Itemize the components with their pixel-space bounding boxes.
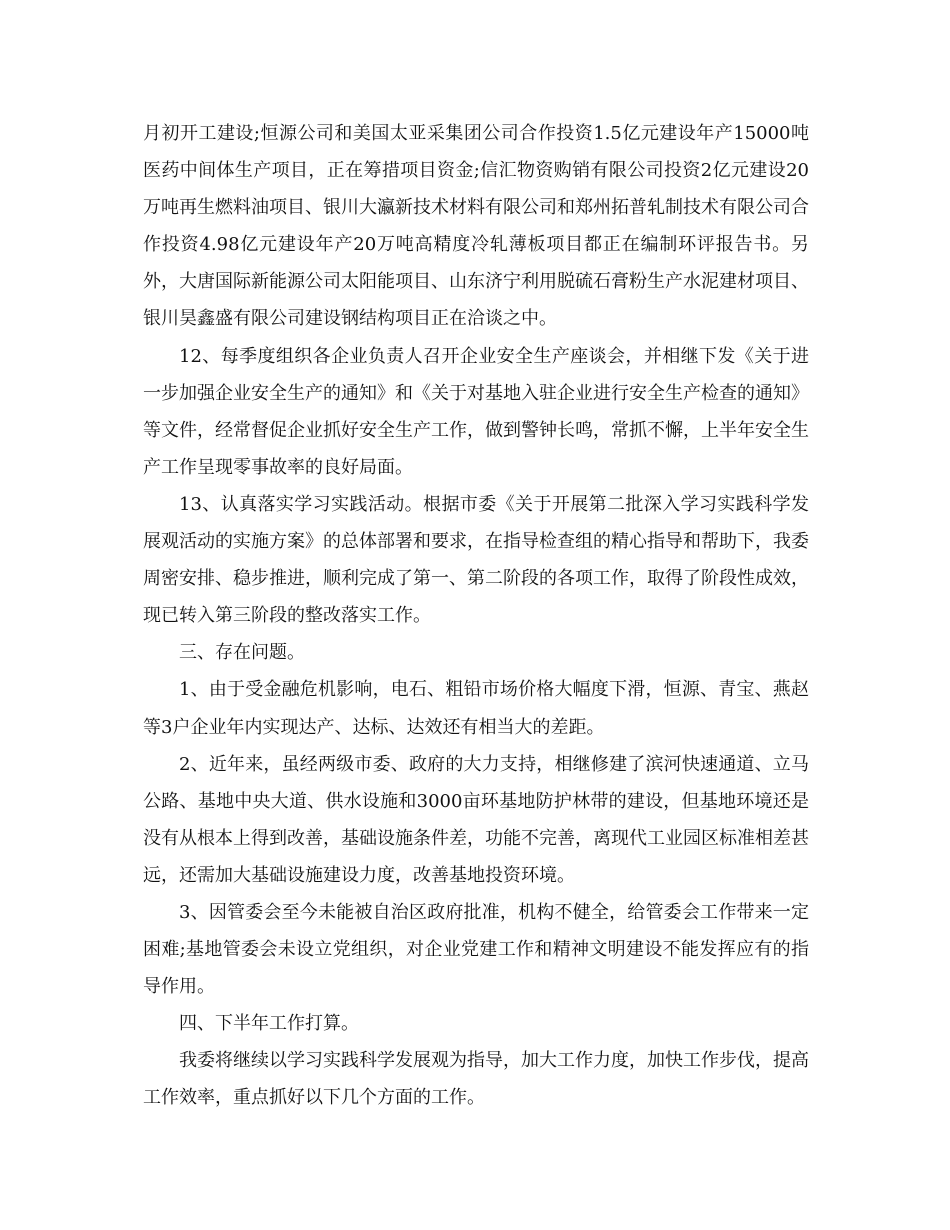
- document-body: [143, 115, 809, 1117]
- paragraph-plans-intro: 我委将继续以学习实践科学发展观为指导，加大工作力度，加快工作步伐，提高工作效率，重点抓好以下几个方面的工作。: [143, 1050, 809, 1109]
- paragraph-item-13: 13、认真落实学习实践活动。根据市委《关于开展第二批深入学习实践科学发展观活动的实施方案》的总体部署和要求，在指导检查组的精心指导和帮助下，我委周密安排、稳步推进，顺利完成了第一、第二阶段的各项工作，取得了阶段性成效，现已转入第三阶段的整改落实工作。: [143, 493, 809, 627]
- paragraph-continuation: 月初开工建设;恒源公司和美国太亚采集团公司合作投资1.5亿元建设年产15000吨医药中间体生产项目，正在筹措项目资金;信汇物资购销有限公司投资2亿元建设20万吨再生燃料油项目、银川大瀛新技术材料有限公司和郑州拓普轧制技术有限公司合作投资4.98亿元建设年产20万吨高精度冷轧薄板项目都正在编制环评报告书。另外，大唐国际新能源公司太阳能项目、山东济宁利用脱硫石膏粉生产水泥建材项目、银川昊鑫盛有限公司建设钢结构项目正在洽谈之中。: [143, 123, 809, 330]
- paragraph-problem-1: 1、由于受金融危机影响，电石、粗铅市场价格大幅度下滑，恒源、青宝、燕赵等3户企业年内实现达产、达标、达效还有相当大的差距。: [143, 679, 809, 738]
- paragraph-problem-2: 2、近年来，虽经两级市委、政府的大力支持，相继修建了滨河快速通道、立马公路、基地中央大道、供水设施和3000亩环基地防护林带的建设，但基地环境还是没有从根本上得到改善，基础设施条件差，功能不完善，离现代工业园区标准相差甚远，还需加大基础设施建设力度，改善基地投资环境。: [143, 753, 809, 886]
- paragraph-problem-3: 3、因管委会至今未能被自治区政府批准，机构不健全，给管委会工作带来一定困难;基地管委会未设立党组织，对企业党建工作和精神文明建设不能发挥应有的指导作用。: [143, 901, 809, 998]
- paragraph-item-12: 12、每季度组织各企业负责人召开企业安全生产座谈会，并相继下发《关于进一步加强企业安全生产的通知》和《关于对基地入驻企业进行安全生产检查的通知》等文件，经常督促企业抓好安全生产工作，做到警钟长鸣，常抓不懈，上半年安全生产工作呈现零事故率的良好局面。: [143, 345, 809, 478]
- section-heading-problems: 三、存在问题。: [179, 642, 305, 664]
- section-heading-plans: 四、下半年工作打算。: [179, 1013, 359, 1035]
